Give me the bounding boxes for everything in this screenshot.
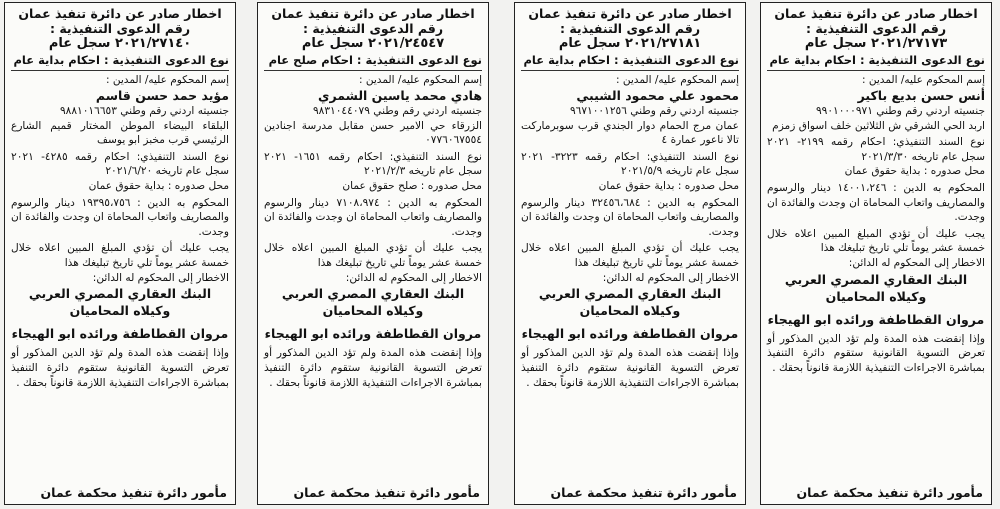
creditor-notice-label: الاخطار إلى المحكوم له الدائن: (345, 271, 482, 284)
final-warning: وإذا إنقضت هذه المدة ولم تؤد الدين المذكور أو تعرض التسوية القانونية ستقوم دائرة التنفيذ بمباشرة الاجراءات التنفيذية اللازمة قانوناً بحقك . (11, 347, 229, 389)
execution-deed: نوع السند التنفيذي: احكام رقمه ١٦٥١- ٢٠٢١ سجل عام تاريخه ٢٠٢١/٢/٣ (264, 150, 482, 178)
agents-title: وكيلاه المحاميان (322, 303, 424, 319)
payment-demand: يجب عليك أن تؤدي المبلغ المبين اعلاه خلال خمسة عشر يوماً تلي تاريخ تبليغك هذا (11, 242, 229, 269)
debtor-nationality: جنسيته اردني رقم وطني ٩٦٧١٠٠١٢٥٦ (569, 105, 739, 117)
debtor-nationality: جنسيته اردني رقم وطني ٩٨٨١٠١٦٦٥٣ (59, 105, 229, 117)
judgment-amount: المحكوم به الدين : ١٩٣٩٥،٧٥٦ دينار والرسوم والمصاريف واتعاب المحاماة ان وجدت والفائدة ان وجدت. (11, 196, 229, 238)
case-type: نوع الدعوى التنفيذية : احكام صلح عام (268, 53, 482, 67)
agents-title: وكيلاه المحاميان (69, 303, 171, 319)
execution-deed: نوع السند التنفيذي: احكام رقمه ٤٢٨٥- ٢٠٢١ سجل عام تاريخه ٢٠٢١/٦/٢٠ (11, 150, 229, 178)
case-label: رقم الدعوى التنفيذية : (302, 21, 444, 36)
final-warning: وإذا إنقضت هذه المدة ولم تؤد الدين المذكور أو تعرض التسوية القانونية ستقوم دائرة التنفيذ بمباشرة الاجراءات التنفيذية اللازمة قانوناً بحقك . (264, 347, 482, 389)
creditor-notice-label: الاخطار إلى المحكوم له الدائن: (848, 256, 985, 269)
case-number: ٢٠٢١/٢٧١٤٠ سجل عام (48, 36, 192, 51)
debtor-name: محمود علي محمود الشيبي (576, 88, 739, 103)
debtor-name: هادي محمد ياسين الشمري (318, 88, 482, 103)
notice-1 (760, 2, 992, 505)
signature: مأمور دائرة تنفيذ محكمة عمان (293, 485, 480, 500)
execution-deed: نوع السند التنفيذي: احكام رقمه ٢١٩٩- ٢٠٢١ سجل عام تاريخه ٢٠٢١/٣/٣٠ (767, 136, 985, 163)
case-label: رقم الدعوى التنفيذية : (559, 21, 701, 36)
case-label: رقم الدعوى التنفيذية : (49, 21, 191, 36)
agents-title: وكيلاه المحاميان (579, 303, 681, 319)
payment-demand: يجب عليك أن تؤدي المبلغ المبين اعلاه خلال خمسة عشر يوماً تلي تاريخ تبليغك هذا (264, 242, 482, 269)
signature: مأمور دائرة تنفيذ محكمة عمان (796, 485, 983, 500)
judgment-amount: المحكوم به الدين : ١٤٠٠١،٢٤٦ دينار والرسوم والمصاريف واتعاب المحاماة ان وجدت والفائدة ان وجدت. (767, 181, 985, 224)
payment-demand: يجب عليك أن تؤدي المبلغ المبين اعلاه خلال خمسة عشر يوماً تلي تاريخ تبليغك هذا (767, 227, 985, 255)
debtor-name: أنس حسن بديع باكير (857, 88, 985, 103)
notice-4 (4, 2, 236, 505)
debtor-label: إسم المحكوم عليه/ المدين : (359, 74, 482, 86)
creditor-notice-label: الاخطار إلى المحكوم له الدائن: (602, 271, 739, 284)
creditor-bank: البنك العقاري المصري العربي (538, 286, 722, 302)
creditor-bank: البنك العقاري المصري العربي (784, 271, 968, 287)
debtor-label: إسم المحكوم عليه/ المدين : (862, 74, 985, 86)
lawyers-names: مروان القطاطفة ورائده ابو الهيجاء (11, 326, 229, 342)
debtor-address: الزرقاء حي الامير حسن مقابل مدرسة اجنادين ٠٧٧٦٠٦٧٥٥٤ (264, 119, 482, 147)
final-warning: وإذا إنقضت هذه المدة ولم تؤد الدين المذكور أو تعرض التسوية القانونية ستقوم دائرة التنفيذ بمباشرة الاجراءات التنفيذية اللازمة قانوناً بحقك . (767, 332, 985, 375)
debtor-address: البلقاء البيضاء الموطن المختار قميم الشارع الرئيسي قرب مخبز ابو يوسف (11, 119, 229, 147)
lawyers-names: مروان القطاطفة ورائده ابو الهيجاء (767, 311, 985, 327)
divider (11, 70, 229, 71)
case-number: ٢٠٢١/٢٧١٧٣ سجل عام (804, 36, 948, 51)
signature: مأمور دائرة تنفيذ محكمة عمان (40, 485, 227, 500)
divider (521, 70, 739, 71)
notice-header: اخطار صادر عن دائرة تنفيذ عمان (271, 6, 475, 21)
debtor-nationality: جنسيته اردني رقم وطني ٩٨٣١٠٤٤٠٧٩ (312, 105, 482, 117)
issuing-court: محل صدوره : بداية حقوق عمان (844, 165, 985, 178)
divider (767, 70, 985, 71)
creditor-bank: البنك العقاري المصري العربي (28, 286, 212, 302)
payment-demand: يجب عليك أن تؤدي المبلغ المبين اعلاه خلال خمسة عشر يوماً تلي تاريخ تبليغك هذا (521, 242, 739, 269)
debtor-nationality: جنسيته اردني رقم وطني ٩٩٠١٠٠٠٩٧١ (815, 105, 985, 117)
debtor-name: مؤيد حمد حسن قاسم (95, 88, 229, 103)
case-number: ٢٠٢١/٢٤٥٤٧ سجل عام (301, 36, 445, 51)
lawyers-names: مروان القطاطفة ورائده ابو الهيجاء (521, 326, 739, 342)
notice-3 (257, 2, 489, 505)
notice-header: اخطار صادر عن دائرة تنفيذ عمان (18, 6, 222, 21)
debtor-address: اربد الحي الشرقي ش الثلاثين خلف اسواق زمزم (772, 119, 985, 132)
issuing-court: محل صدوره : بداية حقوق عمان (598, 179, 739, 192)
final-warning: وإذا إنقضت هذه المدة ولم تؤد الدين المذكور أو تعرض التسوية القانونية ستقوم دائرة التنفيذ بمباشرة الاجراءات التنفيذية اللازمة قانوناً بحقك . (521, 347, 739, 389)
judgment-amount: المحكوم به الدين : ٣٢٤٥٦،٦٨٤ دينار والرسوم والمصاريف واتعاب المحاماة ان وجدت والفائدة ان وجدت. (521, 196, 739, 238)
case-type: نوع الدعوى التنفيذية : احكام بداية عام (13, 53, 229, 67)
creditor-bank: البنك العقاري المصري العربي (281, 286, 465, 302)
lawyers-names: مروان القطاطفة ورائده ابو الهيجاء (264, 326, 482, 342)
divider (264, 70, 482, 71)
notice-header: اخطار صادر عن دائرة تنفيذ عمان (774, 6, 978, 21)
judgment-amount: المحكوم به الدين : ٧١٠٨،٩٧٤ دينار والرسوم والمصاريف واتعاب المحاماة ان وجدت والفائدة ان وجدت. (264, 196, 483, 238)
issuing-court: محل صدوره : بداية حقوق عمان (88, 179, 229, 192)
notice-header: اخطار صادر عن دائرة تنفيذ عمان (528, 6, 732, 21)
debtor-label: إسم المحكوم عليه/ المدين : (106, 74, 229, 86)
execution-deed: نوع السند التنفيذي: احكام رقمه ٣٢٢٣- ٢٠٢١ سجل عام تاريخه ٢٠٢١/٥/٩ (521, 150, 739, 178)
notice-2 (514, 2, 746, 505)
case-type: نوع الدعوى التنفيذية : احكام بداية عام (523, 53, 739, 67)
case-type: نوع الدعوى التنفيذية : احكام بداية عام (769, 53, 985, 67)
case-number: ٢٠٢١/٢٧١٨١ سجل عام (558, 36, 702, 51)
debtor-label: إسم المحكوم عليه/ المدين : (616, 74, 739, 86)
signature: مأمور دائرة تنفيذ محكمة عمان (550, 485, 737, 500)
creditor-notice-label: الاخطار إلى المحكوم له الدائن: (92, 271, 229, 284)
debtor-address: عمان مرج الحمام دوار الجندي قرب سوبرماركت تالا ناعور عمارة ٤ (521, 119, 739, 147)
case-label: رقم الدعوى التنفيذية : (805, 21, 947, 36)
agents-title: وكيلاه المحاميان (825, 288, 927, 304)
issuing-court: محل صدوره : صلح حقوق عمان (342, 179, 482, 192)
